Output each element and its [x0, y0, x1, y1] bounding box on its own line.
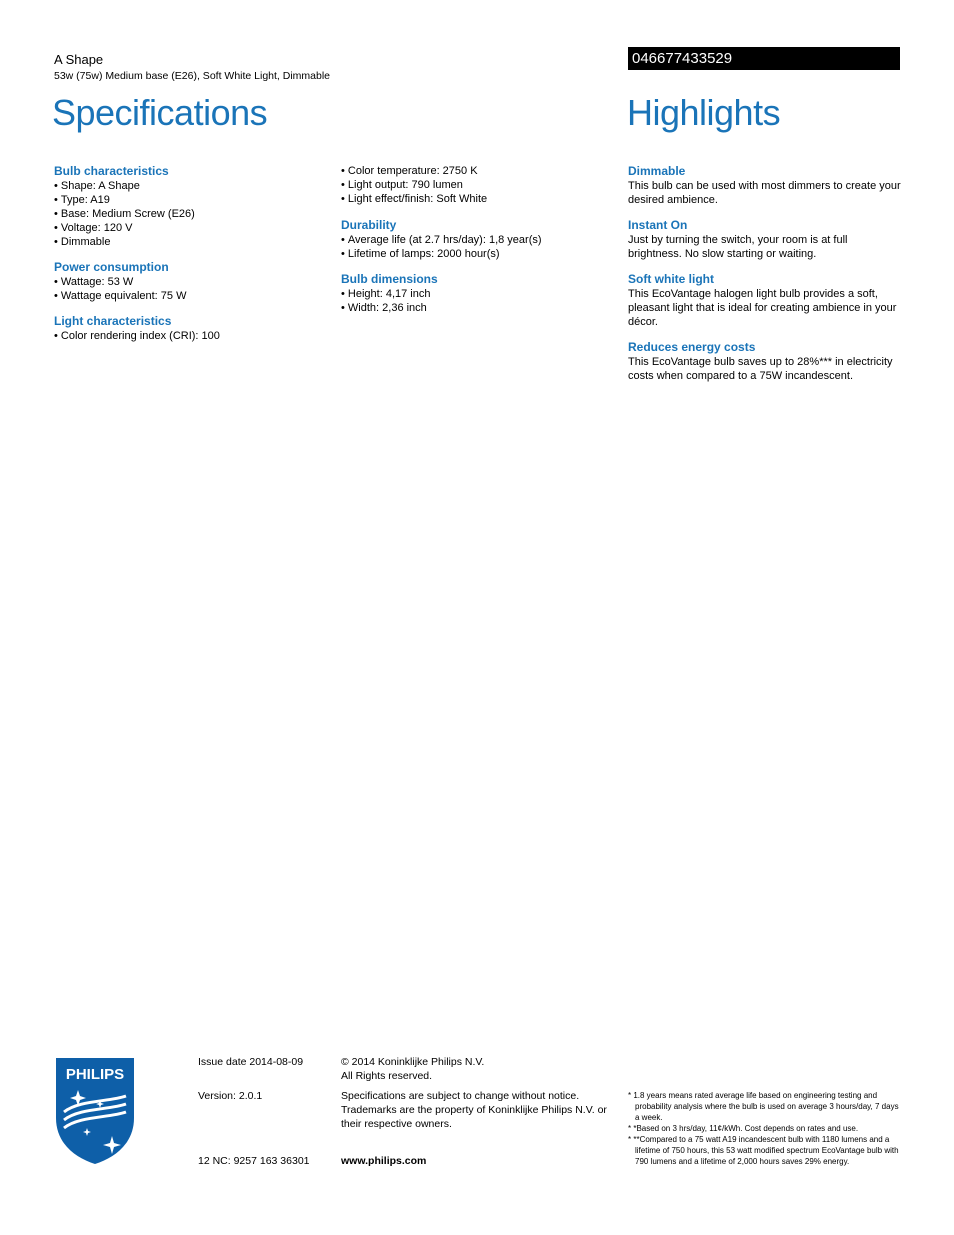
- footnote: * **Compared to a 75 watt A19 incandescent bulb with 1180 lumens and a lifetime of 750 hours, this 53 watt modified spectrum EcoVantage bulb with 790 lumens and a lifetime of 2,000 hours saves 29% energy.: [628, 1135, 899, 1166]
- spec-item: • Base: Medium Screw (E26): [54, 207, 334, 221]
- footnotes: [628, 1090, 903, 1167]
- spec-section-bulb-dimensions: [341, 272, 611, 315]
- spec-item: • Type: A19: [54, 193, 334, 207]
- spec-section-light-continued: [341, 164, 611, 206]
- highlights-title: Highlights: [627, 92, 781, 133]
- version: Version: 2.0.1: [198, 1090, 263, 1102]
- spec-item: • Lifetime of lamps: 2000 hour(s): [341, 247, 611, 261]
- product-name: A Shape: [54, 52, 104, 67]
- spec-section-durability: [341, 218, 611, 261]
- spec-item: • Color rendering index (CRI): 100: [54, 329, 334, 343]
- spec-item: • Shape: A Shape: [54, 179, 334, 193]
- spec-item: • Width: 2,36 inch: [341, 301, 611, 315]
- issue-date: Issue date 2014-08-09: [198, 1056, 304, 1068]
- copyright-line2: All Rights reserved.: [341, 1070, 433, 1082]
- highlight-heading: Instant On: [628, 218, 688, 232]
- disclaimer: Specifications are subject to change without notice. Trademarks are the property of Koninklijke Philips N.V. or their respective owners.: [341, 1090, 607, 1130]
- website-link[interactable]: www.philips.com: [341, 1155, 427, 1167]
- spec-column-middle: [341, 164, 611, 326]
- spec-item: • Height: 4,17 inch: [341, 287, 611, 301]
- section-heading: Bulb dimensions: [341, 272, 438, 286]
- philips-shield-logo: [54, 1056, 136, 1166]
- spec-column-left: [54, 164, 334, 354]
- spec-item: • Wattage equivalent: 75 W: [54, 289, 334, 303]
- spec-item: • Light output: 790 lumen: [341, 178, 611, 192]
- highlight-text: This bulb can be used with most dimmers to create your desired ambience.: [628, 180, 901, 206]
- spec-item: • Light effect/finish: Soft White: [341, 192, 611, 206]
- twelve-nc: 12 NC: 9257 163 36301: [198, 1155, 310, 1167]
- highlight-soft-white-light: [628, 272, 903, 329]
- spec-section-bulb-characteristics: [54, 164, 334, 249]
- section-heading: Bulb characteristics: [54, 164, 169, 178]
- spec-section-power-consumption: [54, 260, 334, 303]
- highlight-text: This EcoVantage bulb saves up to 28%*** in electricity costs when compared to a 75W incandescent.: [628, 356, 893, 382]
- highlight-instant-on: [628, 218, 903, 261]
- highlights-column: [628, 164, 903, 394]
- spec-item: • Dimmable: [54, 235, 334, 249]
- spec-item: • Voltage: 120 V: [54, 221, 334, 235]
- highlight-heading: Reduces energy costs: [628, 340, 756, 354]
- footnote: * 1.8 years means rated average life based on engineering testing and probability analysis where the bulb is used on average 3 hours/day, 7 days a week.: [628, 1091, 899, 1122]
- specifications-title: Specifications: [52, 92, 268, 133]
- product-code-bar: 046677433529: [628, 47, 900, 70]
- section-heading: Light characteristics: [54, 314, 172, 328]
- spec-item: • Color temperature: 2750 K: [341, 164, 611, 178]
- footnote: * *Based on 3 hrs/day, 11¢/kWh. Cost depends on rates and use.: [628, 1124, 859, 1133]
- highlight-text: Just by turning the switch, your room is at full brightness. No slow starting or waiting.: [628, 234, 848, 260]
- section-heading: Durability: [341, 218, 397, 232]
- logo-text: PHILIPS: [65, 1066, 125, 1083]
- copyright: [341, 1055, 611, 1083]
- highlight-heading: Dimmable: [628, 164, 686, 178]
- highlight-reduces-energy-costs: [628, 340, 903, 383]
- spec-item: • Average life (at 2.7 hrs/day): 1,8 year(s): [341, 233, 611, 247]
- product-subtitle: 53w (75w) Medium base (E26), Soft White Light, Dimmable: [54, 70, 331, 82]
- spec-item: • Wattage: 53 W: [54, 275, 334, 289]
- highlight-heading: Soft white light: [628, 272, 714, 286]
- highlight-text: This EcoVantage halogen light bulb provides a soft, pleasant light that is ideal for creating ambience in your décor.: [628, 288, 897, 328]
- copyright-line1: © 2014 Koninklijke Philips N.V.: [341, 1056, 485, 1068]
- highlight-dimmable: [628, 164, 903, 207]
- spec-section-light-characteristics: [54, 314, 334, 343]
- section-heading: Power consumption: [54, 260, 169, 274]
